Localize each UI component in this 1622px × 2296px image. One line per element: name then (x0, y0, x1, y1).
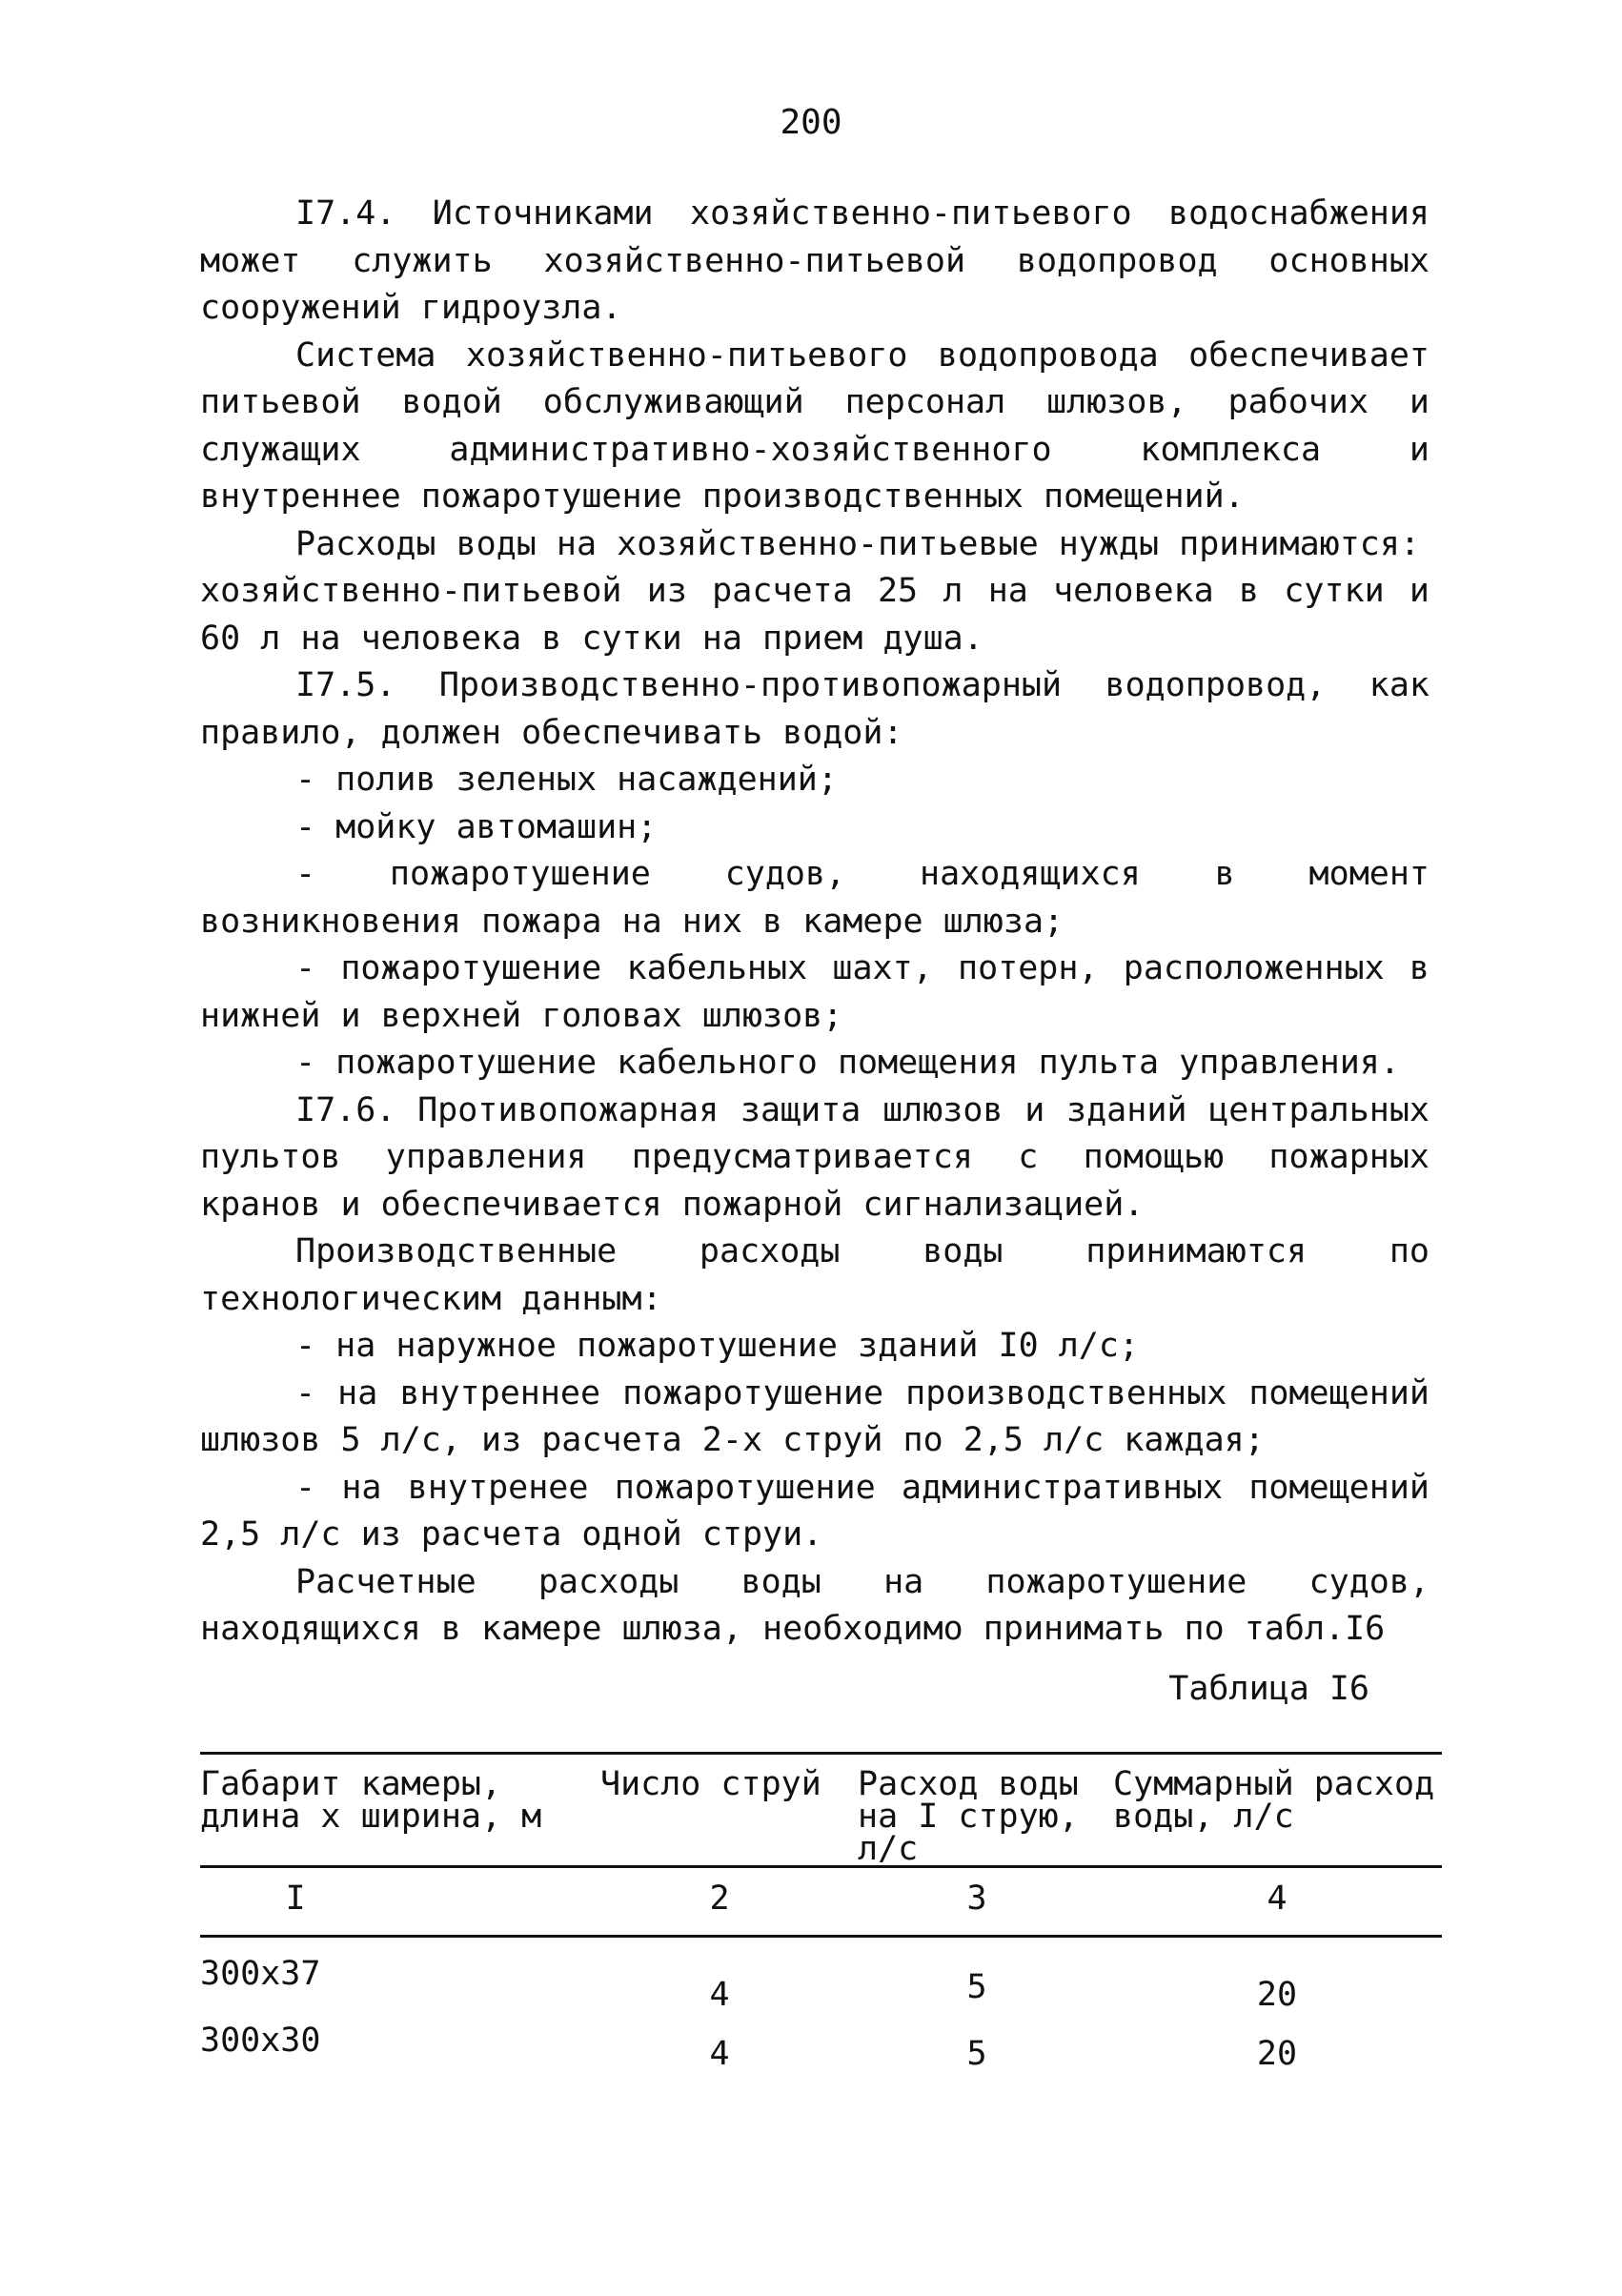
paragraph-17-6: I7.6. Противопожарная защита шлюзов и зданий центральных пультов управления предусматривается с помощью пожарных кранов и обеспечивается пожарной сигнализацией. (200, 1090, 1429, 1224)
paragraph-consumption-norms: хозяйственно-питьевой из расчета 25 л на человека в сутки и 60 л на человека в сутки на прием душа. (200, 572, 1429, 658)
paragraph-17-4: I7.4. Источниками хозяйственно-питьевого водоснабжения может служить хозяйственно-питьевой водопровод основных сооружений гидроузла. (200, 194, 1429, 327)
table-header-row (200, 1755, 1442, 1868)
body-text (200, 191, 1429, 1654)
column-number-2: 2 (709, 1879, 730, 1918)
table-caption: Таблица I6 (1168, 1670, 1369, 1708)
cell-jets: 4 (709, 2035, 730, 2073)
list-item-indoor-production: - на внутреннее пожаротушение производственных помещений шлюзов 5 л/с, из расчета 2-х струй по 2,5 л/с каждая; (200, 1373, 1429, 1459)
cell-flow-per-jet: 5 (966, 2035, 987, 2073)
list-item-cable-shafts: - пожаротушение кабельных шахт, потерн, расположенных в нижней и верхней головах шлюзов; (200, 949, 1429, 1035)
paragraph-water-consumption: Расходы воды на хозяйственно-питьевые нужды принимаются: (295, 524, 1421, 563)
table-numbers-rule (200, 1935, 1442, 1938)
list-item-ship-fire: - пожаротушение судов, находящихся в момент возникновения пожара на них в камере шлюза; (200, 855, 1429, 941)
list-item-indoor-admin: - на внутренее пожаротушение административных помещений 2,5 л/с из расчета одной струи. (200, 1468, 1429, 1554)
header-flow-per-jet: Расход воды на I струю, л/с (858, 1765, 1079, 1868)
list-item-control-room: - пожаротушение кабельного помещения пульта управления. (295, 1044, 1400, 1082)
table-row (200, 2014, 1442, 2081)
page-number: 200 (780, 103, 842, 142)
cell-jets: 4 (709, 1976, 730, 2014)
list-item-outdoor-fire: - на наружное пожаротушение зданий I0 л/с; (295, 1327, 1140, 1365)
column-number-1: I (285, 1879, 306, 1918)
cell-size: 300х30 (200, 2022, 321, 2060)
paragraph-table-reference: Расчетные расходы воды на пожаротушение судов, находящихся в камере шлюза, необходимо принимать по табл.I6 (200, 1562, 1429, 1648)
paragraph-production-consumption: Производственные расходы воды принимаются по технологическим данным: (200, 1232, 1429, 1318)
list-item-watering: - полив зеленых насаждений; (295, 761, 838, 799)
paragraph-system-description: Система хозяйственно-питьевого водопровода обеспечивает питьевой водой обслуживающий персонал шлюзов, рабочих и служащих административно-хозяйственного комплекса и внутреннее пожаротушение производственных помещений. (200, 335, 1429, 516)
header-total-flow: Суммарный расход воды, л/с (1113, 1765, 1435, 1836)
cell-flow-per-jet: 5 (966, 1968, 987, 2006)
table-column-numbers-row (200, 1868, 1442, 1935)
header-chamber-size: Габарит камеры, длина х ширина, м (200, 1765, 542, 1836)
cell-total-flow: 20 (1256, 2035, 1298, 2073)
header-jet-count: Число струй (600, 1765, 821, 1803)
data-table (200, 1752, 1442, 2081)
table-row (200, 1947, 1442, 2014)
paragraph-17-5: I7.5. Производственно-противопожарный водопровод, как правило, должен обеспечивать водой: (200, 666, 1429, 752)
cell-total-flow: 20 (1256, 1976, 1298, 2014)
column-number-3: 3 (966, 1879, 987, 1918)
cell-size: 300х37 (200, 1955, 321, 1993)
list-item-car-wash: - мойку автомашин; (295, 807, 658, 846)
column-number-4: 4 (1267, 1879, 1287, 1918)
